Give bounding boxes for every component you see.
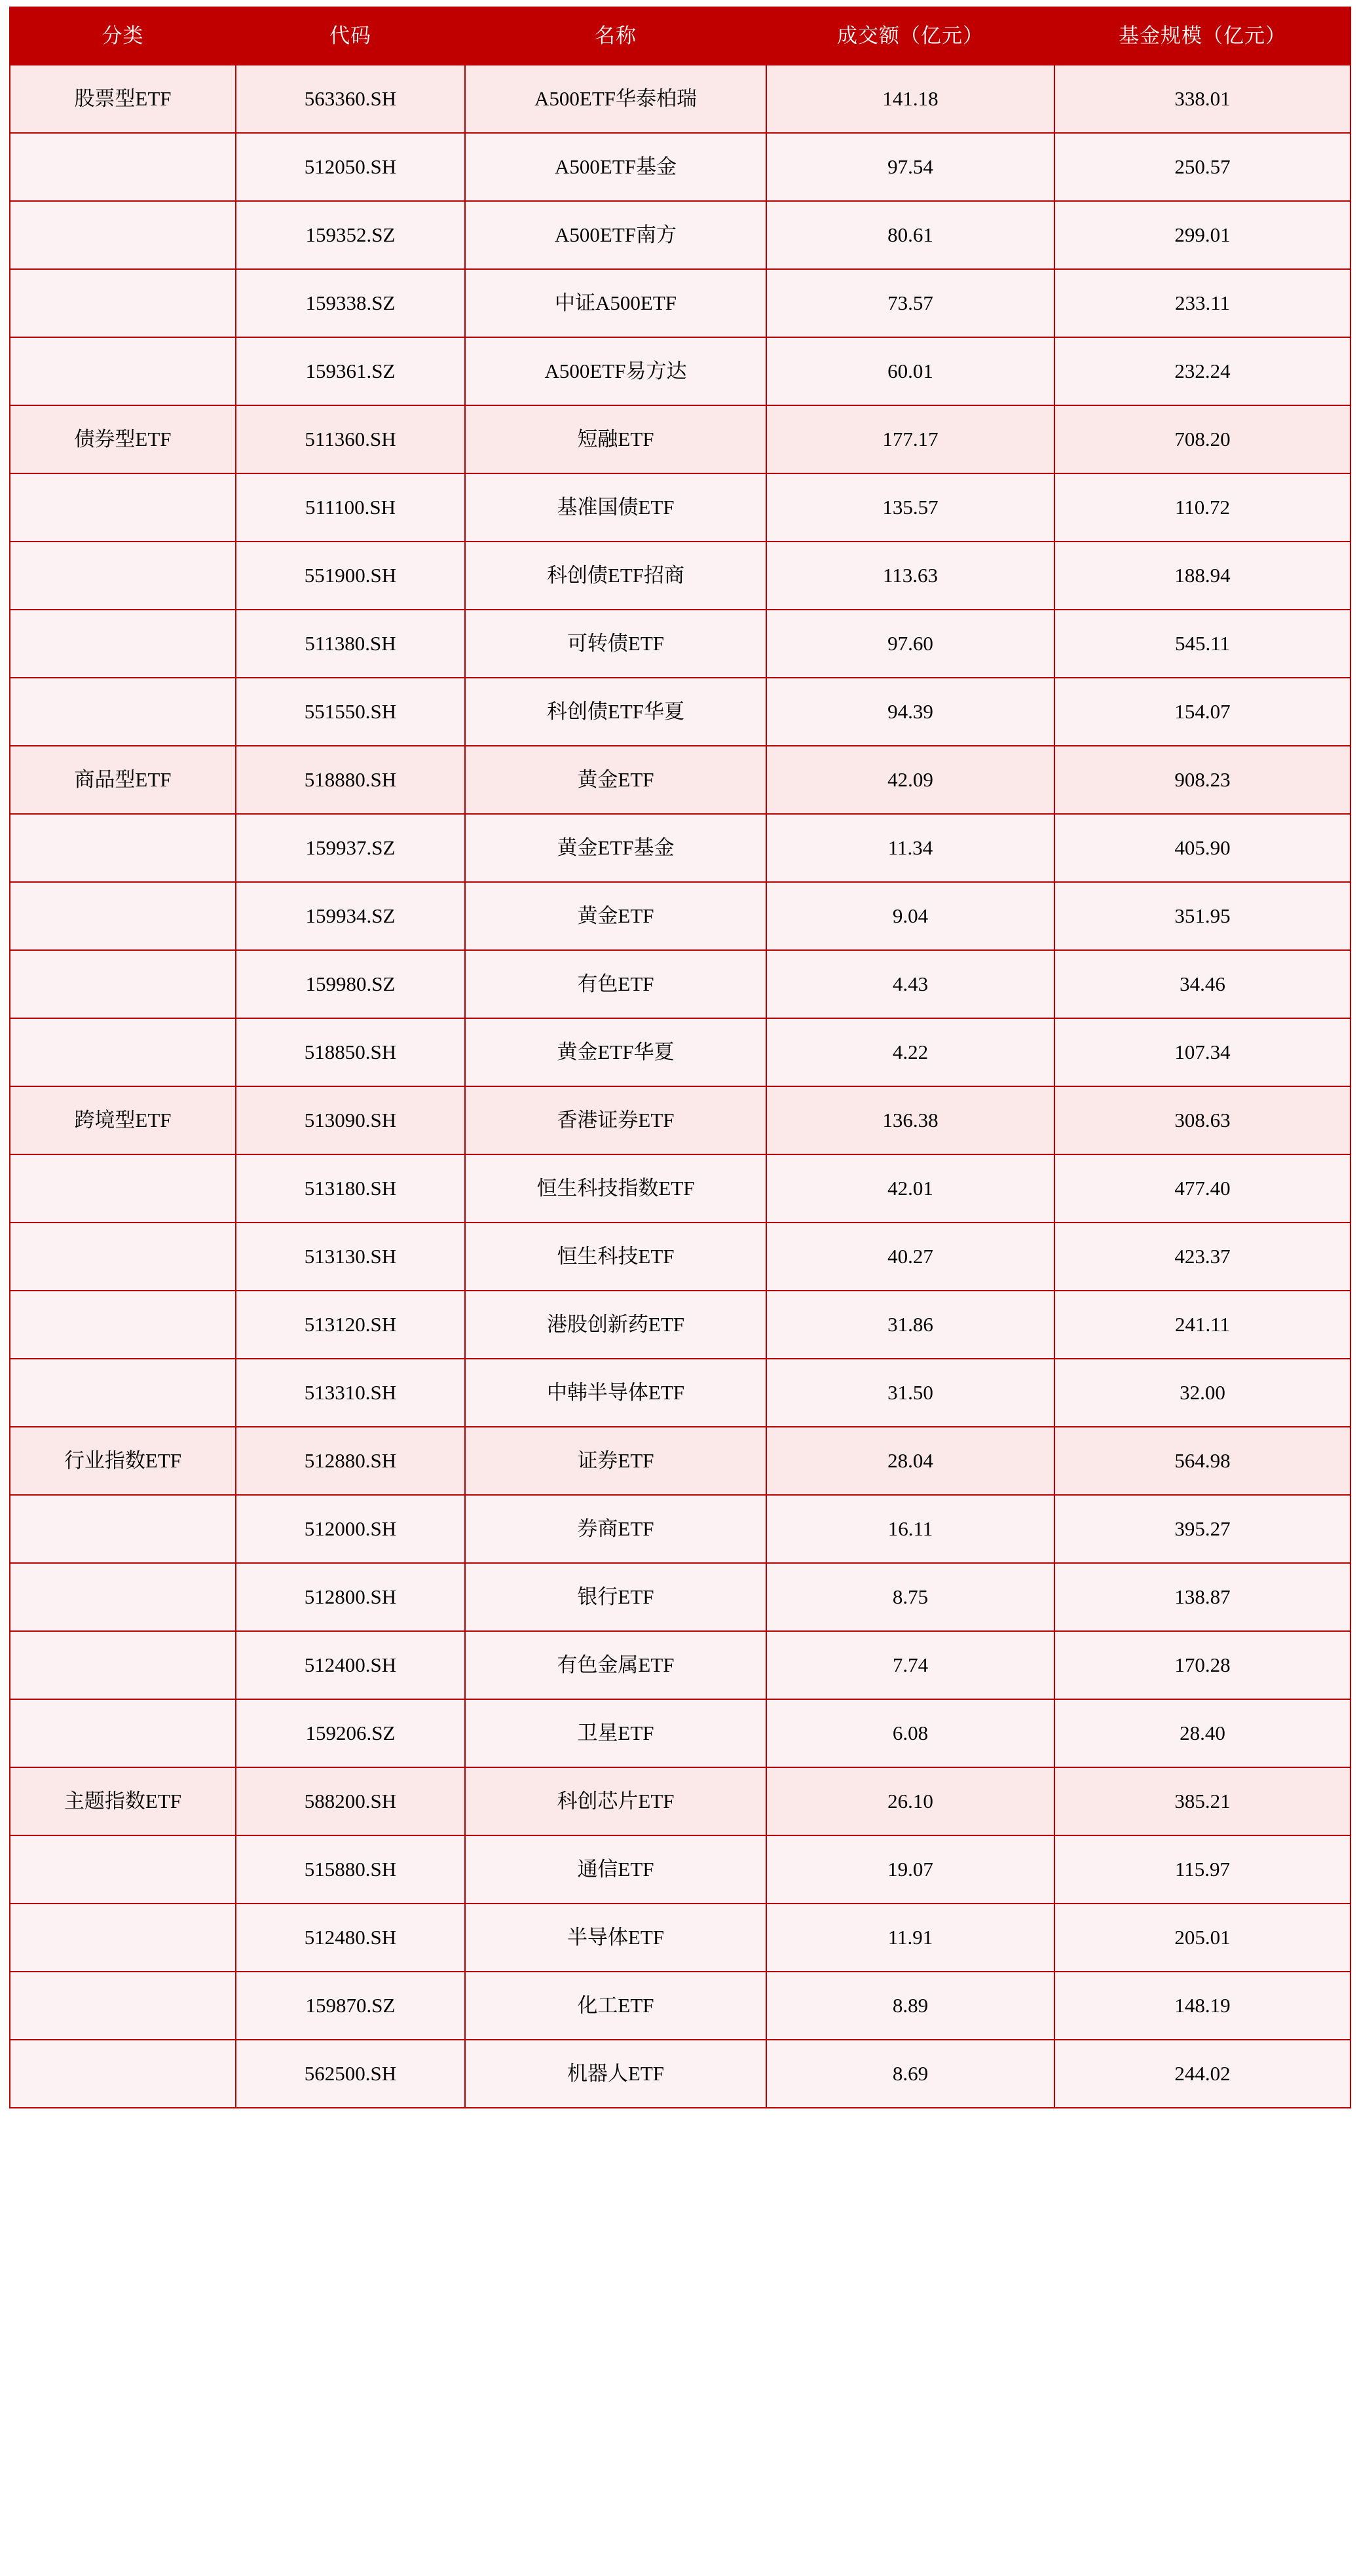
cell-code: 159206.SZ — [236, 1699, 465, 1767]
table-row — [10, 337, 1350, 405]
cell-category — [10, 1563, 236, 1631]
table-row — [10, 201, 1350, 269]
table-header — [10, 7, 1350, 65]
column-header-category: 分类 — [10, 7, 236, 65]
cell-name: A500ETF南方 — [465, 201, 766, 269]
column-header-turnover: 成交额（亿元） — [766, 7, 1054, 65]
table-row — [10, 882, 1350, 950]
cell-name: 黄金ETF华夏 — [465, 1018, 766, 1086]
cell-turnover: 42.09 — [766, 746, 1054, 814]
cell-code: 513120.SH — [236, 1291, 465, 1359]
cell-category: 跨境型ETF — [10, 1086, 236, 1154]
table-row — [10, 2040, 1350, 2108]
cell-category — [10, 950, 236, 1018]
cell-scale: 338.01 — [1054, 65, 1350, 133]
cell-turnover: 60.01 — [766, 337, 1054, 405]
cell-turnover: 4.22 — [766, 1018, 1054, 1086]
cell-category — [10, 269, 236, 337]
table-row — [10, 1904, 1350, 1972]
cell-category: 商品型ETF — [10, 746, 236, 814]
cell-name: 香港证券ETF — [465, 1086, 766, 1154]
header-row — [10, 7, 1350, 65]
cell-scale: 708.20 — [1054, 405, 1350, 473]
table-row — [10, 542, 1350, 610]
cell-category — [10, 1904, 236, 1972]
cell-scale: 205.01 — [1054, 1904, 1350, 1972]
cell-code: 159980.SZ — [236, 950, 465, 1018]
cell-name: 半导体ETF — [465, 1904, 766, 1972]
column-header-name: 名称 — [465, 7, 766, 65]
cell-name: 有色金属ETF — [465, 1631, 766, 1699]
cell-category — [10, 1223, 236, 1291]
table-row — [10, 133, 1350, 201]
table-row — [10, 269, 1350, 337]
cell-category — [10, 1154, 236, 1223]
cell-scale: 244.02 — [1054, 2040, 1350, 2108]
cell-code: 159352.SZ — [236, 201, 465, 269]
cell-name: 化工ETF — [465, 1972, 766, 2040]
cell-category — [10, 1359, 236, 1427]
cell-code: 563360.SH — [236, 65, 465, 133]
cell-turnover: 177.17 — [766, 405, 1054, 473]
table-body — [10, 65, 1350, 2108]
cell-name: 中证A500ETF — [465, 269, 766, 337]
cell-category — [10, 542, 236, 610]
cell-name: 科创芯片ETF — [465, 1767, 766, 1835]
cell-scale: 908.23 — [1054, 746, 1350, 814]
cell-scale: 32.00 — [1054, 1359, 1350, 1427]
cell-scale: 241.11 — [1054, 1291, 1350, 1359]
table-row — [10, 1699, 1350, 1767]
cell-turnover: 6.08 — [766, 1699, 1054, 1767]
cell-code: 512800.SH — [236, 1563, 465, 1631]
cell-scale: 385.21 — [1054, 1767, 1350, 1835]
cell-category — [10, 1699, 236, 1767]
table-row — [10, 1154, 1350, 1223]
cell-name: 券商ETF — [465, 1495, 766, 1563]
cell-turnover: 11.34 — [766, 814, 1054, 882]
cell-turnover: 8.89 — [766, 1972, 1054, 2040]
cell-code: 159338.SZ — [236, 269, 465, 337]
cell-name: 银行ETF — [465, 1563, 766, 1631]
table-row — [10, 1223, 1350, 1291]
cell-name: 基准国债ETF — [465, 473, 766, 542]
cell-code: 513180.SH — [236, 1154, 465, 1223]
cell-turnover: 94.39 — [766, 678, 1054, 746]
cell-category — [10, 1972, 236, 2040]
cell-category — [10, 1835, 236, 1904]
column-header-scale: 基金规模（亿元） — [1054, 7, 1350, 65]
cell-turnover: 4.43 — [766, 950, 1054, 1018]
cell-scale: 545.11 — [1054, 610, 1350, 678]
table-row — [10, 746, 1350, 814]
cell-scale: 308.63 — [1054, 1086, 1350, 1154]
cell-category — [10, 201, 236, 269]
table-row — [10, 1563, 1350, 1631]
cell-category — [10, 133, 236, 201]
cell-name: 证券ETF — [465, 1427, 766, 1495]
cell-turnover: 7.74 — [766, 1631, 1054, 1699]
cell-name: A500ETF华泰柏瑞 — [465, 65, 766, 133]
cell-code: 562500.SH — [236, 2040, 465, 2108]
cell-name: 有色ETF — [465, 950, 766, 1018]
table-row — [10, 1631, 1350, 1699]
cell-scale: 34.46 — [1054, 950, 1350, 1018]
cell-scale: 477.40 — [1054, 1154, 1350, 1223]
cell-name: 科创债ETF招商 — [465, 542, 766, 610]
cell-scale: 115.97 — [1054, 1835, 1350, 1904]
cell-turnover: 26.10 — [766, 1767, 1054, 1835]
cell-turnover: 11.91 — [766, 1904, 1054, 1972]
table-row — [10, 1086, 1350, 1154]
cell-category — [10, 1018, 236, 1086]
cell-category — [10, 2040, 236, 2108]
cell-turnover: 40.27 — [766, 1223, 1054, 1291]
cell-code: 511380.SH — [236, 610, 465, 678]
cell-name: 通信ETF — [465, 1835, 766, 1904]
table-row — [10, 1018, 1350, 1086]
cell-turnover: 135.57 — [766, 473, 1054, 542]
cell-code: 588200.SH — [236, 1767, 465, 1835]
column-header-code: 代码 — [236, 7, 465, 65]
cell-code: 518850.SH — [236, 1018, 465, 1086]
cell-scale: 232.24 — [1054, 337, 1350, 405]
etf-table — [9, 7, 1351, 2108]
cell-name: 黄金ETF — [465, 746, 766, 814]
cell-name: 港股创新药ETF — [465, 1291, 766, 1359]
table-row — [10, 610, 1350, 678]
cell-turnover: 31.50 — [766, 1359, 1054, 1427]
cell-scale: 110.72 — [1054, 473, 1350, 542]
cell-code: 512400.SH — [236, 1631, 465, 1699]
cell-name: 中韩半导体ETF — [465, 1359, 766, 1427]
cell-category — [10, 1291, 236, 1359]
cell-category: 主题指数ETF — [10, 1767, 236, 1835]
cell-name: 科创债ETF华夏 — [465, 678, 766, 746]
cell-name: A500ETF易方达 — [465, 337, 766, 405]
cell-turnover: 97.60 — [766, 610, 1054, 678]
cell-name: 恒生科技ETF — [465, 1223, 766, 1291]
table-row — [10, 1767, 1350, 1835]
cell-category — [10, 882, 236, 950]
cell-category: 股票型ETF — [10, 65, 236, 133]
cell-category — [10, 610, 236, 678]
table-row — [10, 1972, 1350, 2040]
cell-scale: 154.07 — [1054, 678, 1350, 746]
cell-turnover: 8.69 — [766, 2040, 1054, 2108]
cell-scale: 107.34 — [1054, 1018, 1350, 1086]
cell-code: 159937.SZ — [236, 814, 465, 882]
cell-code: 551900.SH — [236, 542, 465, 610]
cell-turnover: 9.04 — [766, 882, 1054, 950]
table-row — [10, 1495, 1350, 1563]
cell-category: 债券型ETF — [10, 405, 236, 473]
cell-code: 512880.SH — [236, 1427, 465, 1495]
cell-code: 515880.SH — [236, 1835, 465, 1904]
cell-name: 黄金ETF — [465, 882, 766, 950]
cell-scale: 405.90 — [1054, 814, 1350, 882]
cell-scale: 564.98 — [1054, 1427, 1350, 1495]
cell-scale: 138.87 — [1054, 1563, 1350, 1631]
cell-turnover: 8.75 — [766, 1563, 1054, 1631]
cell-turnover: 16.11 — [766, 1495, 1054, 1563]
cell-code: 512050.SH — [236, 133, 465, 201]
cell-scale: 233.11 — [1054, 269, 1350, 337]
cell-category: 行业指数ETF — [10, 1427, 236, 1495]
cell-code: 511100.SH — [236, 473, 465, 542]
cell-scale: 395.27 — [1054, 1495, 1350, 1563]
table-row — [10, 678, 1350, 746]
cell-turnover: 141.18 — [766, 65, 1054, 133]
cell-code: 513090.SH — [236, 1086, 465, 1154]
table-row — [10, 1291, 1350, 1359]
cell-category — [10, 337, 236, 405]
cell-name: 机器人ETF — [465, 2040, 766, 2108]
cell-name: A500ETF基金 — [465, 133, 766, 201]
cell-category — [10, 473, 236, 542]
cell-scale: 250.57 — [1054, 133, 1350, 201]
cell-scale: 28.40 — [1054, 1699, 1350, 1767]
cell-turnover: 28.04 — [766, 1427, 1054, 1495]
cell-turnover: 31.86 — [766, 1291, 1054, 1359]
table-row — [10, 473, 1350, 542]
cell-category — [10, 1631, 236, 1699]
cell-code: 159870.SZ — [236, 1972, 465, 2040]
cell-name: 短融ETF — [465, 405, 766, 473]
cell-turnover: 42.01 — [766, 1154, 1054, 1223]
table-row — [10, 950, 1350, 1018]
cell-code: 513310.SH — [236, 1359, 465, 1427]
cell-category — [10, 1495, 236, 1563]
cell-scale: 170.28 — [1054, 1631, 1350, 1699]
cell-scale: 148.19 — [1054, 1972, 1350, 2040]
cell-code: 159361.SZ — [236, 337, 465, 405]
cell-name: 可转债ETF — [465, 610, 766, 678]
cell-turnover: 80.61 — [766, 201, 1054, 269]
cell-scale: 299.01 — [1054, 201, 1350, 269]
table-row — [10, 65, 1350, 133]
table-row — [10, 1835, 1350, 1904]
cell-name: 卫星ETF — [465, 1699, 766, 1767]
cell-code: 512000.SH — [236, 1495, 465, 1563]
cell-turnover: 113.63 — [766, 542, 1054, 610]
cell-scale: 188.94 — [1054, 542, 1350, 610]
cell-code: 518880.SH — [236, 746, 465, 814]
table-row — [10, 1427, 1350, 1495]
cell-name: 黄金ETF基金 — [465, 814, 766, 882]
table-row — [10, 1359, 1350, 1427]
cell-code: 511360.SH — [236, 405, 465, 473]
cell-category — [10, 814, 236, 882]
cell-turnover: 73.57 — [766, 269, 1054, 337]
cell-turnover: 97.54 — [766, 133, 1054, 201]
cell-name: 恒生科技指数ETF — [465, 1154, 766, 1223]
table-row — [10, 814, 1350, 882]
cell-scale: 423.37 — [1054, 1223, 1350, 1291]
cell-category — [10, 678, 236, 746]
cell-code: 551550.SH — [236, 678, 465, 746]
cell-code: 159934.SZ — [236, 882, 465, 950]
cell-code: 512480.SH — [236, 1904, 465, 1972]
cell-scale: 351.95 — [1054, 882, 1350, 950]
table-row — [10, 405, 1350, 473]
cell-turnover: 19.07 — [766, 1835, 1054, 1904]
cell-turnover: 136.38 — [766, 1086, 1054, 1154]
cell-code: 513130.SH — [236, 1223, 465, 1291]
